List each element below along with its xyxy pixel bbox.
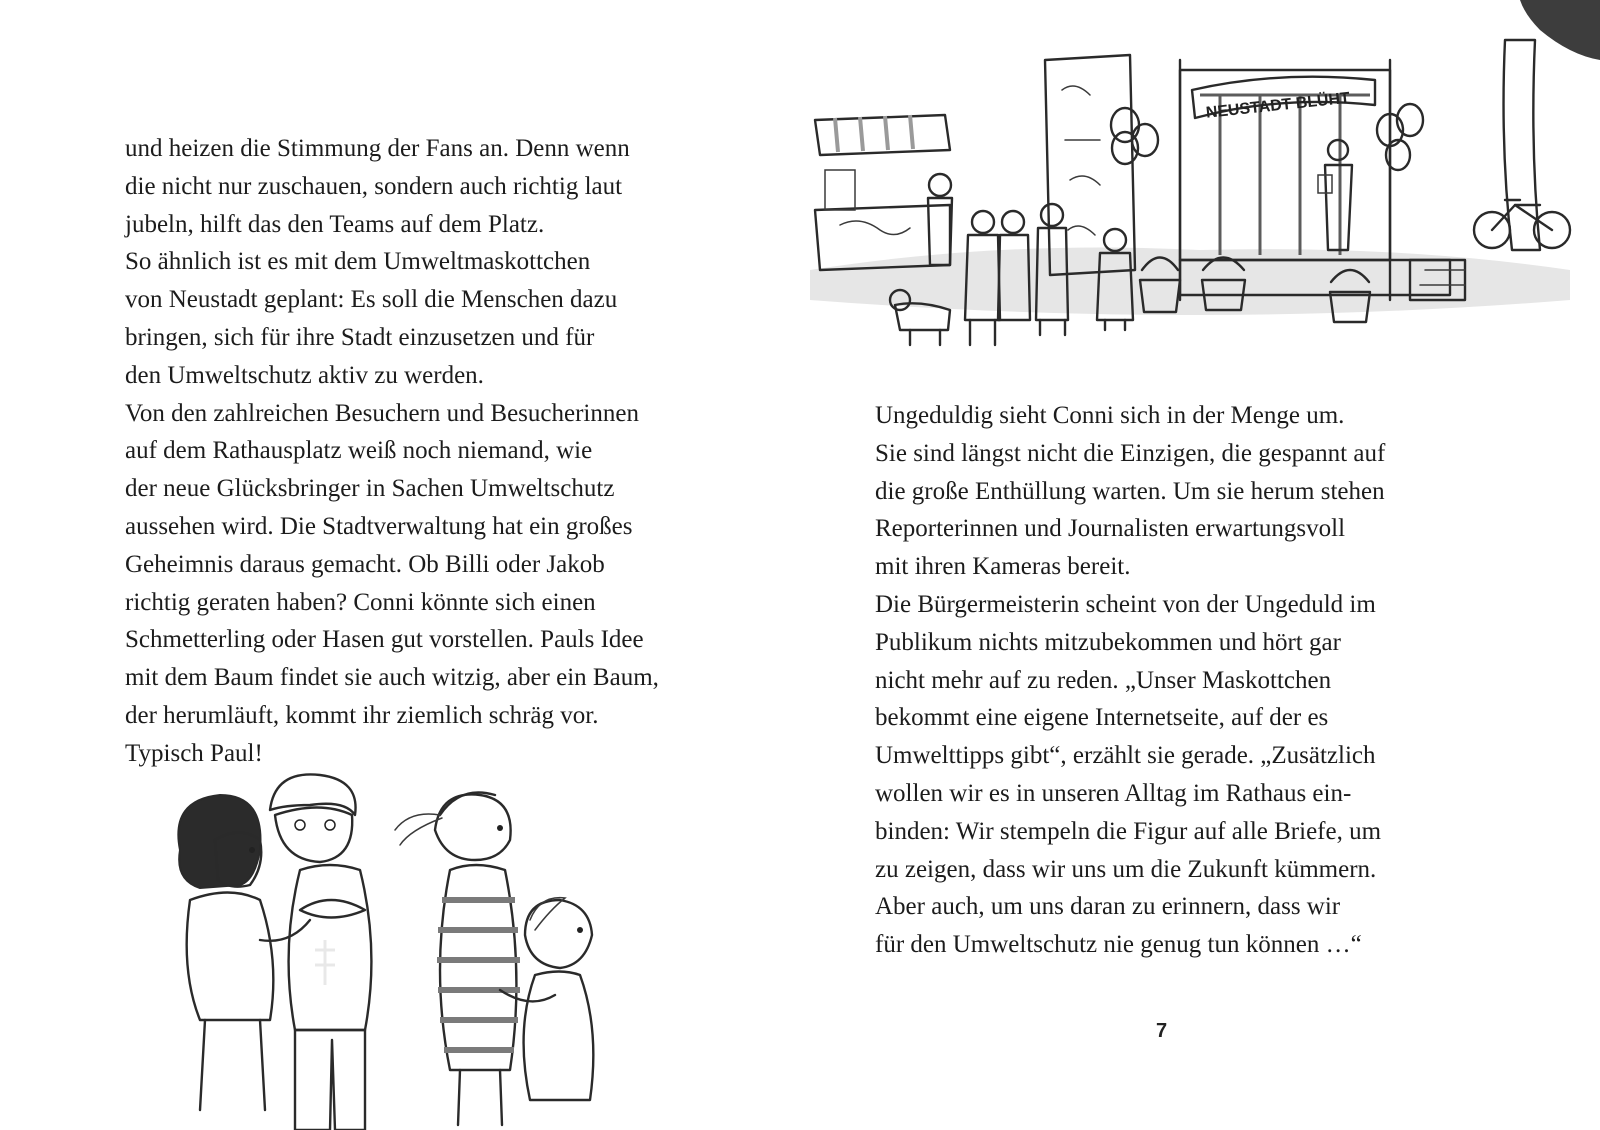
text-line: bringen, sich für ihre Stadt einzusetzen und für [125, 323, 595, 351]
left-page-body-text [125, 130, 725, 773]
text-line: von Neustadt geplant: Es soll die Menschen dazu [125, 286, 618, 314]
girl-ponytail-figure [395, 793, 520, 1126]
text-line: Schmetterling oder Hasen gut vorstellen. Pauls Idee [125, 626, 644, 654]
bicycle-drawing [1474, 200, 1570, 248]
text-line: auf dem Rathausplatz weiß noch niemand, wie [125, 437, 593, 465]
right-page [800, 0, 1600, 1130]
text-line: Reporterinnen und Journalisten erwartungsvoll [875, 515, 1346, 543]
text-line: richtig geraten haben? Conni könnte sich einen [125, 588, 596, 616]
text-line: Ungeduldig sieht Conni sich in der Menge um. [875, 402, 1345, 429]
text-line: wollen wir es in unseren Alltag im Rathaus ein- [875, 779, 1352, 807]
festival-stage-illustration [800, 0, 1600, 370]
text-line: aussehen wird. Die Stadtverwaltung hat ein großes [125, 512, 633, 540]
right-page-body-text [875, 397, 1475, 964]
text-line: für den Umweltschutz nie genug tun können …“ [875, 931, 1362, 959]
text-line: Aber auch, um uns daran zu erinnern, dass wir [875, 893, 1341, 921]
text-line: der herumläuft, kommt ihr ziemlich schräg vor. [125, 701, 599, 729]
text-line: So ähnlich ist es mit dem Umweltmaskottchen [125, 248, 591, 276]
text-line: zu zeigen, dass wir uns um die Zukunft kümmern. [875, 855, 1377, 883]
text-line: binden: Wir stempeln die Figur auf alle Briefe, um [875, 817, 1382, 845]
boy-crossed-arms-figure [270, 774, 371, 1130]
text-line: Sie sind längst nicht die Einzigen, die gespannt auf [875, 439, 1386, 467]
text-line: Typisch Paul! [125, 739, 263, 767]
text-line: der neue Glücksbringer in Sachen Umweltschutz [125, 475, 615, 503]
text-line: Umwelttipps gibt“, erzählt sie gerade. „Zusätzlich [875, 742, 1376, 770]
text-line: mit ihren Kameras bereit. [875, 553, 1131, 581]
girl-dark-hair-figure [178, 795, 310, 1110]
text-line: die große Enthüllung warten. Um sie herum stehen [875, 477, 1385, 505]
banner-text: NEUSTADT BLÜHT [1205, 89, 1351, 122]
page-number: 7 [1156, 1020, 1168, 1042]
text-line: bekommt eine eigene Internetseite, auf der es [875, 704, 1329, 732]
poster-board-drawing [1045, 55, 1135, 275]
text-line: jubeln, hilft das den Teams auf dem Platz. [125, 210, 545, 238]
text-line: die nicht nur zuschauen, sondern auch richtig laut [125, 172, 623, 200]
children-illustration [160, 770, 620, 1130]
text-line: Geheimnis daraus gemacht. Ob Billi oder Jakob [125, 550, 605, 578]
text-line: Die Bürgermeisterin scheint von der Ungeduld im [875, 590, 1376, 618]
text-line: mit dem Baum findet sie auch witzig, aber ein Baum, [125, 664, 659, 692]
mayor-figure [1318, 140, 1352, 250]
text-line: Von den zahlreichen Besuchern und Besucherinnen [125, 399, 639, 427]
text-line: nicht mehr auf zu reden. „Unser Maskottchen [875, 666, 1332, 694]
text-line: Publikum nichts mitzubekommen und hört gar [875, 628, 1341, 656]
text-line: den Umweltschutz aktiv zu werden. [125, 361, 484, 389]
text-line: und heizen die Stimmung der Fans an. Denn wenn [125, 135, 630, 162]
